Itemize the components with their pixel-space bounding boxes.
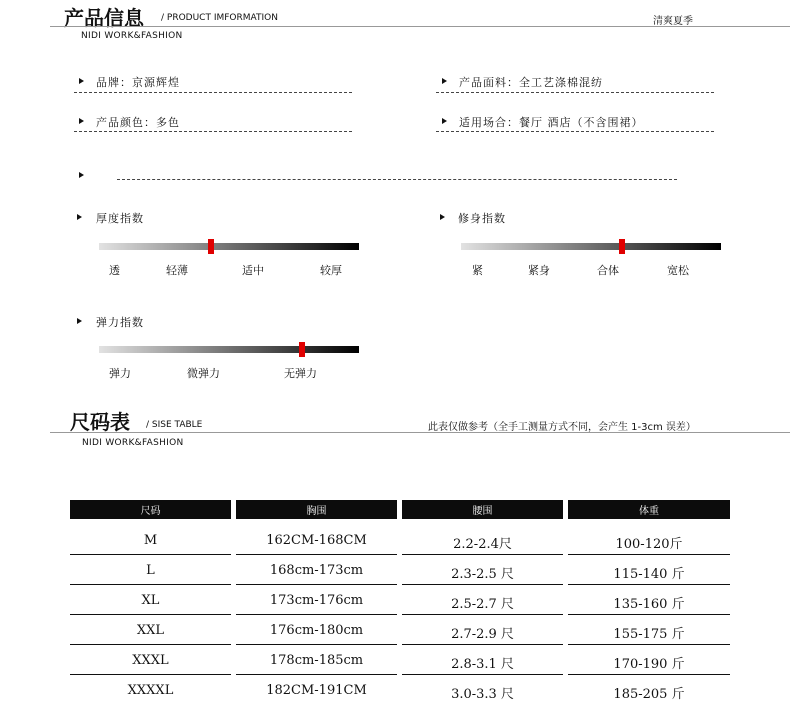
table-header-weight: 体重	[568, 500, 730, 519]
product-section-title: 产品信息	[64, 6, 144, 30]
table-row-divider	[402, 584, 563, 585]
chest-cell: 162CM-168CM	[266, 533, 367, 548]
dashed-divider	[436, 92, 714, 93]
product-brand-tagline: NIDI WORK&FASHION	[81, 31, 183, 41]
table-header-waist: 腰围	[402, 500, 563, 519]
dashed-divider	[436, 131, 714, 132]
table-row-divider	[568, 584, 730, 585]
size-cell: M	[143, 533, 158, 548]
bullet-icon	[442, 78, 447, 84]
fit-scale-title: 修身指数	[458, 212, 506, 225]
weight-cell: 135-160 斤	[613, 597, 685, 612]
fit-label: 合体	[597, 264, 619, 277]
fit-label: 宽松	[667, 264, 689, 277]
waist-cell: 2.5-2.7 尺	[451, 597, 514, 612]
table-row-divider	[568, 674, 730, 675]
chest-cell: 178cm-185cm	[269, 653, 364, 668]
size-cell: XXXL	[132, 653, 169, 668]
weight-cell: 155-175 斤	[613, 627, 685, 642]
bullet-icon	[442, 118, 447, 124]
table-row-divider	[568, 614, 730, 615]
bullet-icon	[79, 172, 84, 178]
info-occasion: 适用场合：餐厅 酒店（不含围裙）	[459, 116, 644, 129]
bullet-icon	[440, 214, 445, 220]
size-cell: XXXXL	[127, 683, 174, 698]
table-row-divider	[236, 584, 397, 585]
table-row-divider	[70, 614, 231, 615]
table-row-divider	[402, 644, 563, 645]
info-color: 产品颜色：多色	[96, 116, 180, 129]
bullet-icon	[77, 318, 82, 324]
table-row-divider	[70, 584, 231, 585]
fit-scale-marker	[619, 239, 625, 254]
bullet-icon	[77, 214, 82, 220]
waist-cell: 2.3-2.5 尺	[451, 567, 514, 582]
elasticity-label: 微弹力	[187, 367, 220, 380]
table-row-divider	[568, 644, 730, 645]
size-cell: L	[146, 563, 155, 578]
table-row-divider	[236, 614, 397, 615]
waist-cell: 2.7-2.9 尺	[451, 627, 514, 642]
thickness-label: 轻薄	[166, 264, 188, 277]
thickness-scale-bar	[99, 243, 359, 250]
fit-scale-bar	[461, 243, 721, 250]
chest-cell: 176cm-180cm	[269, 623, 364, 638]
elasticity-scale-marker	[299, 342, 305, 357]
thickness-label: 透	[109, 264, 120, 277]
size-cell: XL	[141, 593, 160, 608]
chest-cell: 168cm-173cm	[269, 563, 364, 578]
size-brand-tagline: NIDI WORK&FASHION	[82, 438, 184, 448]
table-row-divider	[236, 644, 397, 645]
elasticity-label: 无弹力	[284, 367, 317, 380]
bullet-icon	[79, 118, 84, 124]
weight-cell: 115-140 斤	[613, 567, 685, 582]
elasticity-scale-bar	[99, 346, 359, 353]
thickness-label: 较厚	[320, 264, 342, 277]
dashed-divider	[117, 179, 677, 180]
dashed-divider	[74, 92, 352, 93]
elasticity-label: 弹力	[109, 367, 131, 380]
size-table-note: 此表仅做参考（全手工测量方式不同，会产生 1-3cm 误差）	[428, 422, 696, 433]
weight-cell: 185-205 斤	[613, 687, 685, 702]
table-row-divider	[236, 554, 397, 555]
table-header-size: 尺码	[70, 500, 231, 519]
waist-cell: 3.0-3.3 尺	[451, 687, 514, 702]
weight-cell: 170-190 斤	[613, 657, 685, 672]
table-row-divider	[402, 674, 563, 675]
thickness-label: 适中	[242, 264, 264, 277]
size-section-subtitle: / SISE TABLE	[146, 420, 203, 430]
waist-cell: 2.2-2.4尺	[453, 537, 512, 552]
fit-label: 紧身	[528, 264, 550, 277]
table-header-chest: 胸围	[236, 500, 397, 519]
size-section-title: 尺码表	[70, 410, 130, 434]
table-row-divider	[236, 674, 397, 675]
season-label: 清爽夏季	[653, 16, 693, 27]
product-section-subtitle: / PRODUCT IMFORMATION	[161, 13, 278, 23]
thickness-scale-title: 厚度指数	[96, 212, 144, 225]
elasticity-scale-title: 弹力指数	[96, 316, 144, 329]
fit-label: 紧	[472, 264, 483, 277]
weight-cell: 100-120斤	[615, 537, 683, 552]
chest-cell: 182CM-191CM	[266, 683, 367, 698]
table-row-divider	[402, 614, 563, 615]
table-row-divider	[568, 554, 730, 555]
table-row-divider	[70, 554, 231, 555]
waist-cell: 2.8-3.1 尺	[451, 657, 514, 672]
bullet-icon	[79, 78, 84, 84]
info-fabric: 产品面料：全工艺涤棉混纺	[459, 76, 603, 89]
thickness-scale-marker	[208, 239, 214, 254]
table-row-divider	[70, 674, 231, 675]
dashed-divider	[74, 131, 352, 132]
table-row-divider	[402, 554, 563, 555]
info-brand: 品牌：京源辉煌	[96, 76, 180, 89]
size-header-divider	[50, 432, 790, 433]
table-row-divider	[70, 644, 231, 645]
size-cell: XXL	[136, 623, 165, 638]
chest-cell: 173cm-176cm	[269, 593, 364, 608]
header-divider	[50, 26, 790, 27]
